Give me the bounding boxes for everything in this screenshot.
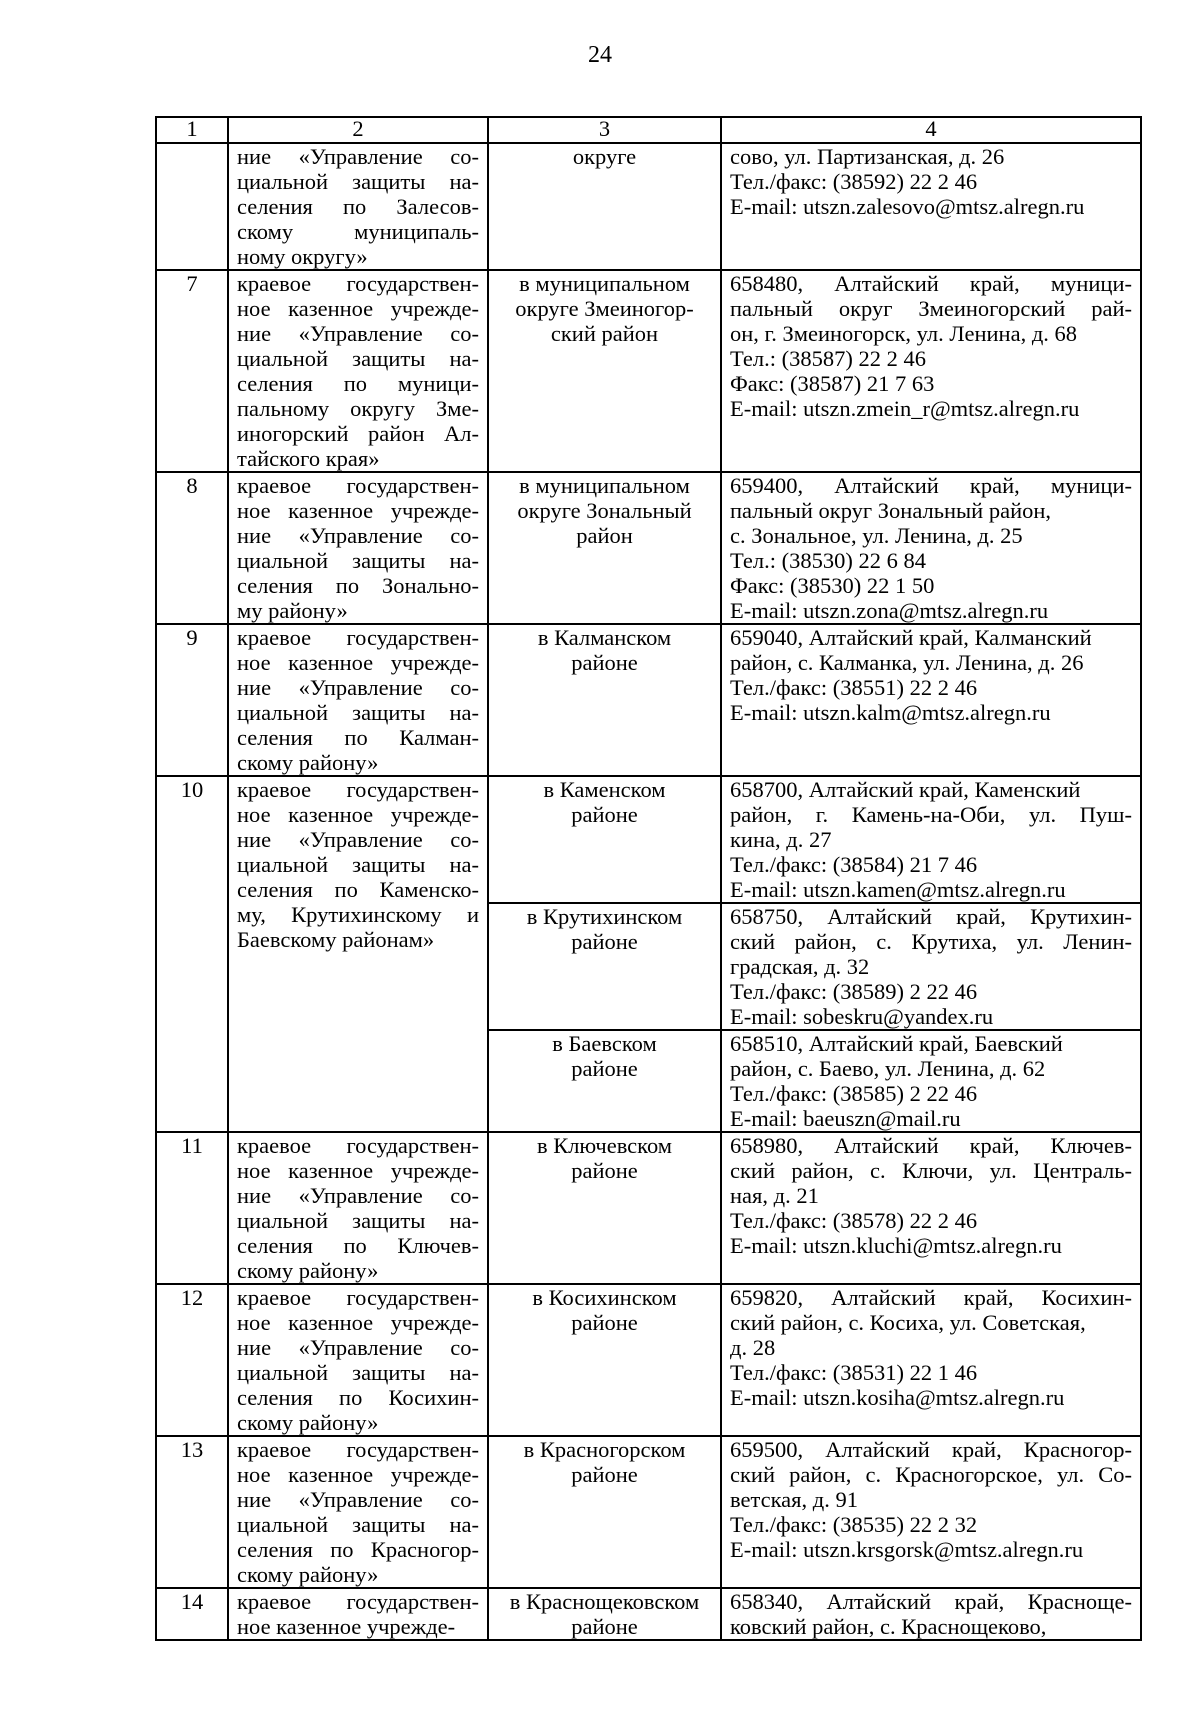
institution-name-line: ние «Управление со-	[237, 321, 479, 346]
institution-name-line: краевое государствен-	[237, 777, 479, 802]
institution-name-line: ное казенное учрежде-	[237, 1614, 456, 1639]
contact-details-line: ский район, с. Косиха, ул. Советская,	[730, 1310, 1086, 1335]
contact-details-line: Тел./факс: (38584) 21 7 46	[730, 852, 978, 877]
contact-details-line: он, г. Змеиногорск, ул. Ленина, д. 68	[730, 321, 1078, 346]
contact-details-line: ная, д. 21	[730, 1183, 819, 1208]
institution-name-line: ние «Управление со-	[237, 1335, 479, 1360]
contact-details-line: район, с. Калманка, ул. Ленина, д. 26	[730, 650, 1084, 675]
institution-name	[228, 624, 488, 776]
contact-details-line: сово, ул. Партизанская, д. 26	[730, 144, 1005, 169]
contact-details-line: 658700, Алтайский край, Каменский	[730, 777, 1081, 802]
contact-details-line: E-mail: utszn.kamen@mtsz.alregn.ru	[730, 877, 1066, 902]
institution-name-line: ное казенное учрежде-	[237, 1310, 479, 1335]
contact-details	[721, 1436, 1141, 1588]
contact-details-line: район, с. Баево, ул. Ленина, д. 62	[730, 1056, 1046, 1081]
service-area-line: в Крутихинском	[526, 904, 683, 929]
service-area-line: округе Змеиногор-	[515, 296, 694, 321]
institution-name-line: ное казенное учрежде-	[237, 498, 479, 523]
contact-details-line: E-mail: utszn.kosiha@mtsz.alregn.ru	[730, 1385, 1065, 1410]
institution-name-line: ное казенное учрежде-	[237, 802, 479, 827]
contact-details	[721, 1132, 1141, 1284]
contact-details-line: Тел.: (38530) 22 6 84	[730, 548, 926, 573]
contact-details	[721, 624, 1141, 776]
contact-details-line: ветская, д. 91	[730, 1487, 858, 1512]
contact-details	[721, 1030, 1141, 1132]
service-area-line: районе	[571, 650, 638, 675]
service-area-line: в Краснощековском	[509, 1589, 700, 1614]
service-area-line: районе	[571, 1462, 638, 1487]
institution-name	[228, 1436, 488, 1588]
service-area-line: округе	[572, 144, 637, 169]
institution-name-line: селения по Ключев-	[237, 1233, 479, 1258]
contact-details-line: E-mail: utszn.zmein_r@mtsz.alregn.ru	[730, 396, 1080, 421]
institution-name-line: ное казенное учрежде-	[237, 1158, 479, 1183]
row-number: 12	[156, 1284, 228, 1436]
institution-name-line: краевое государствен-	[237, 625, 479, 650]
institution-name-line: иногорский район Ал-	[237, 421, 479, 446]
contact-details-line: пальный округ Зональный район,	[730, 498, 1052, 523]
service-area-line: ский район	[550, 321, 659, 346]
institution-name-line: ние «Управление со-	[237, 675, 479, 700]
contact-details-line: кина, д. 27	[730, 827, 832, 852]
institution-name-line: селения по Залесов-	[237, 194, 479, 219]
contact-details-line: E-mail: utszn.zalesovo@mtsz.alregn.ru	[730, 194, 1085, 219]
institution-name	[228, 1588, 488, 1640]
contact-details-line: E-mail: utszn.kalm@mtsz.alregn.ru	[730, 700, 1051, 725]
contact-details-line: Тел./факс: (38585) 2 22 46	[730, 1081, 978, 1106]
institution-name-line: циальной защиты на-	[237, 1360, 479, 1385]
institution-name-line: ние «Управление со-	[237, 1183, 479, 1208]
contact-details-line: Факс: (38587) 21 7 63	[730, 371, 935, 396]
institution-name	[228, 776, 488, 1132]
service-area-line: в Баевском	[552, 1031, 657, 1056]
service-area-line: в Ключевском	[536, 1133, 673, 1158]
institutions-table	[155, 116, 1142, 1641]
service-area-line: в муниципальном	[519, 473, 690, 498]
institution-name-line: ние «Управление со-	[237, 523, 479, 548]
institution-name-line: селения по Калман-	[237, 725, 479, 750]
institution-name-line: селения по Каменско-	[237, 877, 479, 902]
institution-name-line: циальной защиты на-	[237, 548, 479, 573]
institution-name-line: му, Крутихинскому и	[237, 902, 479, 927]
contact-details-line: Тел./факс: (38531) 22 1 46	[730, 1360, 978, 1385]
contact-details-line: ский район, с. Красногорское, ул. Со-	[730, 1462, 1132, 1487]
institution-name-line: циальной защиты на-	[237, 346, 479, 371]
institution-name-line: скому муниципаль-	[237, 219, 479, 244]
row-number: 8	[156, 472, 228, 624]
contact-details-line: Факс: (38530) 22 1 50	[730, 573, 935, 598]
institution-name-line: ние «Управление со-	[237, 1487, 479, 1512]
table-row	[156, 624, 1141, 776]
institution-name-line: ное казенное учрежде-	[237, 1462, 479, 1487]
contact-details-line: 659400, Алтайский край, муници-	[730, 473, 1132, 498]
service-area-line: районе	[571, 1614, 638, 1639]
service-area-line: в Каменском	[543, 777, 666, 802]
institution-name-line: скому району»	[237, 1410, 379, 1435]
institution-name-line: краевое государствен-	[237, 1285, 479, 1310]
service-area	[488, 1284, 721, 1436]
contact-details-line: Тел./факс: (38589) 2 22 46	[730, 979, 978, 1004]
institution-name-line: ное казенное учрежде-	[237, 296, 479, 321]
institution-name-line: скому району»	[237, 1258, 379, 1283]
institution-name-line: селения по муници-	[237, 371, 479, 396]
table-row	[156, 472, 1141, 624]
table-row	[156, 1284, 1141, 1436]
row-number: 11	[156, 1132, 228, 1284]
service-area	[488, 270, 721, 472]
table-row	[156, 1588, 1141, 1640]
service-area-line: в Калманском	[537, 625, 672, 650]
column-header: 2	[228, 117, 488, 143]
row-number: 14	[156, 1588, 228, 1640]
contact-details-line: E-mail: utszn.krsgorsk@mtsz.alregn.ru	[730, 1537, 1084, 1562]
contact-details	[721, 472, 1141, 624]
service-area	[488, 1030, 721, 1132]
service-area	[488, 776, 721, 903]
service-area-line: районе	[571, 802, 638, 827]
institution-name-line: му району»	[237, 598, 348, 623]
institution-name-line: циальной защиты на-	[237, 700, 479, 725]
service-area	[488, 903, 721, 1030]
table-header-row	[156, 117, 1141, 143]
institution-name-line: тайского края»	[237, 446, 380, 471]
column-header: 3	[488, 117, 721, 143]
contact-details	[721, 1284, 1141, 1436]
service-area-line: в Красногорском	[523, 1437, 686, 1462]
institution-name-line: краевое государствен-	[237, 1437, 479, 1462]
service-area	[488, 1132, 721, 1284]
page-number: 24	[588, 42, 612, 68]
contact-details-line: ский район, с. Крутиха, ул. Ленин-	[730, 929, 1132, 954]
column-header: 1	[156, 117, 228, 143]
row-number: 13	[156, 1436, 228, 1588]
institution-name	[228, 1132, 488, 1284]
contact-details-line: 659820, Алтайский край, Косихин-	[730, 1285, 1132, 1310]
institution-name-line: селения по Косихин-	[237, 1385, 479, 1410]
column-header: 4	[721, 117, 1141, 143]
contact-details	[721, 903, 1141, 1030]
institution-name-line: циальной защиты на-	[237, 1512, 479, 1537]
institution-name-line: селения по Зонально-	[237, 573, 479, 598]
contact-details-line: 659500, Алтайский край, Красногор-	[730, 1437, 1132, 1462]
contact-details-line: градская, д. 32	[730, 954, 870, 979]
institution-name-line: краевое государствен-	[237, 473, 479, 498]
table-row	[156, 270, 1141, 472]
row-number	[156, 143, 228, 270]
contact-details-line: E-mail: baeuszn@mail.ru	[730, 1106, 961, 1131]
table-row	[156, 1132, 1141, 1284]
service-area-line: районе	[571, 1056, 638, 1081]
institution-name-line: пальному округу Зме-	[237, 396, 479, 421]
contact-details-line: с. Зональное, ул. Ленина, д. 25	[730, 523, 1023, 548]
institution-name	[228, 472, 488, 624]
service-area-line: округе Зональный	[517, 498, 692, 523]
service-area-line: районе	[571, 929, 638, 954]
institution-name-line: краевое государствен-	[237, 271, 479, 296]
contact-details-line: 658510, Алтайский край, Баевский	[730, 1031, 1063, 1056]
row-number: 7	[156, 270, 228, 472]
service-area	[488, 1436, 721, 1588]
contact-details-line: ковский район, с. Краснощеково,	[730, 1614, 1047, 1639]
row-number: 10	[156, 776, 228, 1132]
row-number: 9	[156, 624, 228, 776]
institution-name	[228, 270, 488, 472]
institution-name-line: ние «Управление со-	[237, 144, 479, 169]
contact-details-line: 658340, Алтайский край, Краснoще-	[730, 1589, 1132, 1614]
service-area-line: районе	[571, 1158, 638, 1183]
institution-name-line: селения по Красногор-	[237, 1537, 479, 1562]
contact-details-line: пальный округ Змеиногорский рай-	[730, 296, 1132, 321]
contact-details-line: E-mail: utszn.zona@mtsz.alregn.ru	[730, 598, 1049, 623]
institution-name-line: краевое государствен-	[237, 1589, 479, 1614]
contact-details-line: E-mail: utszn.kluchi@mtsz.alregn.ru	[730, 1233, 1062, 1258]
institution-name	[228, 1284, 488, 1436]
service-area	[488, 472, 721, 624]
institution-name-line: циальной защиты на-	[237, 852, 479, 877]
service-area-line: район	[576, 523, 633, 548]
institution-name-line: Баевскому районам»	[237, 927, 435, 952]
contact-details	[721, 270, 1141, 472]
contact-details-line: район, г. Камень-на-Оби, ул. Пуш-	[730, 802, 1132, 827]
service-area-line: районе	[571, 1310, 638, 1335]
contact-details-line: 658750, Алтайский край, Крутихин-	[730, 904, 1132, 929]
institution-name-line: ние «Управление со-	[237, 827, 479, 852]
contact-details-line: Тел./факс: (38535) 22 2 32	[730, 1512, 978, 1537]
service-area	[488, 143, 721, 270]
contact-details-line: E-mail: sobeskru@yandex.ru	[730, 1004, 994, 1029]
service-area	[488, 1588, 721, 1640]
contact-details-line: Тел.: (38587) 22 2 46	[730, 346, 926, 371]
contact-details	[721, 1588, 1141, 1640]
institution-name-line: ное казенное учрежде-	[237, 650, 479, 675]
contact-details-line: Тел./факс: (38578) 22 2 46	[730, 1208, 978, 1233]
service-area-line: в Косихинском	[532, 1285, 677, 1310]
contact-details-line: 658480, Алтайский край, муници-	[730, 271, 1132, 296]
contact-details-line: д. 28	[730, 1335, 776, 1360]
contact-details	[721, 776, 1141, 903]
service-area-line: в муниципальном	[519, 271, 690, 296]
institution-name-line: краевое государствен-	[237, 1133, 479, 1158]
table-row	[156, 1436, 1141, 1588]
contact-details-line: Тел./факс: (38551) 22 2 46	[730, 675, 978, 700]
contact-details-line: ский район, с. Ключи, ул. Централь-	[730, 1158, 1132, 1183]
institution-name-line: скому району»	[237, 1562, 379, 1587]
service-area	[488, 624, 721, 776]
institution-name	[228, 143, 488, 270]
contact-details-line: 658980, Алтайский край, Ключев-	[730, 1133, 1132, 1158]
institution-name-line: циальной защиты на-	[237, 1208, 479, 1233]
contact-details	[721, 143, 1141, 270]
institution-name-line: циальной защиты на-	[237, 169, 479, 194]
contact-details-line: 659040, Алтайский край, Калманский	[730, 625, 1092, 650]
table-row	[156, 143, 1141, 270]
table-row	[156, 776, 1141, 903]
institution-name-line: ному округу»	[237, 244, 368, 269]
contact-details-line: Тел./факс: (38592) 22 2 46	[730, 169, 978, 194]
institution-name-line: скому району»	[237, 750, 379, 775]
